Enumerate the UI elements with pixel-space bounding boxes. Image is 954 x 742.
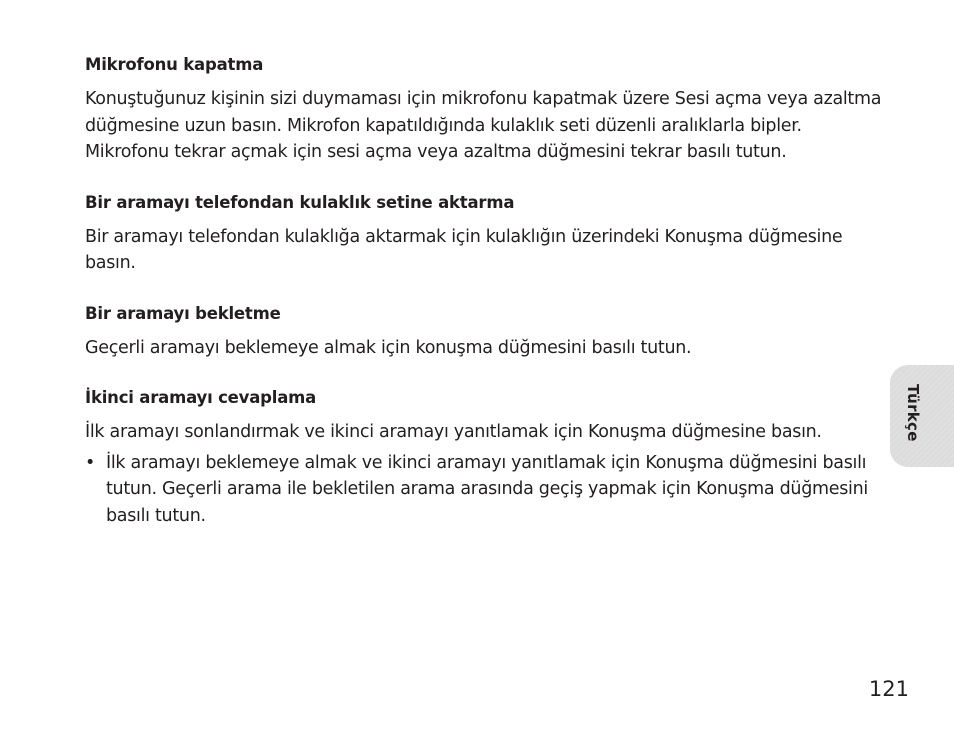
section-transfer-call [85, 190, 885, 277]
list-item [85, 450, 885, 530]
bullet-icon: • [85, 452, 96, 473]
language-tab-label: Türkçe [904, 384, 922, 442]
section-heading: İkinci aramayı cevaplama [85, 388, 317, 407]
section-heading: Mikrofonu kapatma [85, 55, 264, 74]
section-body: İlk aramayı sonlandırmak ve ikinci aramayı yanıtlamak için Konuşma düğmesine basın. [85, 422, 822, 442]
section-heading: Bir aramayı telefondan kulaklık setine aktarma [85, 192, 515, 212]
section-answer-second-call [85, 385, 885, 529]
section-hold-call [85, 301, 885, 362]
section-heading: Bir aramayı bekletme [85, 303, 281, 323]
section-mute-microphone [85, 52, 885, 166]
section-body: Bir aramayı telefondan kulaklığa aktarmak için kulaklığın üzerindeki Konuşma düğmesine basın. [85, 226, 843, 273]
page-content [85, 52, 885, 529]
section-body: Geçerli aramayı beklemeye almak için konuşma düğmesini basılı tutun. [85, 337, 692, 358]
page-number: 121 [868, 677, 909, 701]
list-item-text: İlk aramayı beklemeye almak ve ikinci aramayı yanıtlamak için Konuşma düğmesini basılı tutun. Geçerli arama ile bekletilen arama arasında geçiş yapmak için Konuşma düğmesini basılı tutun. [106, 452, 868, 526]
language-tab [890, 365, 954, 467]
bullet-list [85, 450, 885, 530]
section-body: Konuştuğunuz kişinin sizi duymaması için mikrofonu kapatmak üzere Sesi açma veya azaltma düğmesine uzun basın. Mikrofon kapatıldığında kulaklık seti düzenli aralıklarla bipler. Mikrofonu tekrar açmak için sesi açma veya azaltma düğmesini tekrar basılı tutun. [85, 89, 882, 162]
